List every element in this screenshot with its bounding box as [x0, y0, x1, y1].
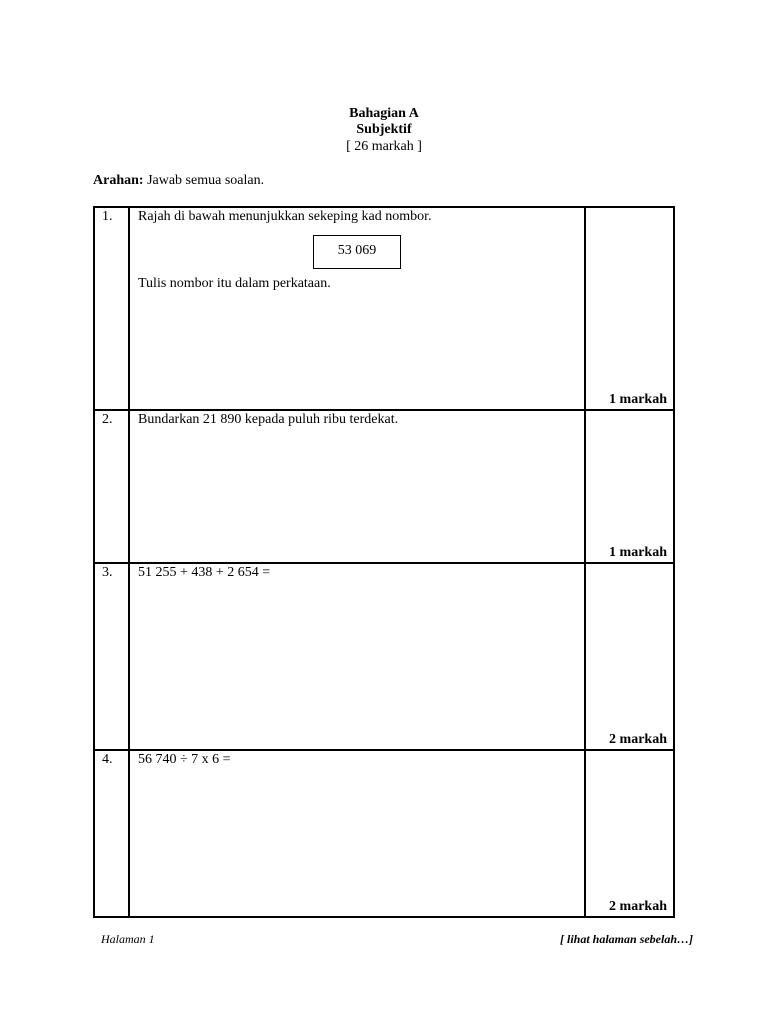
question-text: 51 255 + 438 + 2 654 =	[138, 565, 271, 580]
question-cell	[130, 751, 586, 916]
instruction-label: Arahan:	[93, 173, 144, 188]
question-number: 1.	[102, 209, 113, 224]
question-cell	[130, 564, 586, 749]
question-number-cell	[95, 751, 130, 916]
question-row-1	[95, 208, 673, 411]
question-cell	[130, 208, 586, 409]
instruction-text: Jawab semua soalan.	[143, 173, 265, 188]
total-marks: [ 26 markah ]	[346, 139, 422, 154]
question-number-cell	[95, 411, 130, 562]
question-table	[93, 206, 675, 918]
instruction	[93, 172, 264, 189]
page-number: Halaman 1	[101, 932, 155, 946]
question-row-3	[95, 564, 673, 751]
marks-label: 1 markah	[609, 392, 667, 407]
answer-cell	[586, 411, 673, 562]
question-number: 4.	[102, 752, 113, 767]
question-number: 2.	[102, 412, 113, 427]
marks-label: 2 markah	[609, 732, 667, 747]
question-number: 3.	[102, 565, 113, 580]
question-row-2	[95, 411, 673, 564]
question-text: Tulis nombor itu dalam perkataan.	[138, 276, 331, 291]
answer-cell	[586, 751, 673, 916]
section-title: Bahagian A	[349, 106, 419, 121]
question-number-cell	[95, 564, 130, 749]
number-card: 53 069	[313, 235, 401, 269]
answer-cell	[586, 208, 673, 409]
section-type: Subjektif	[356, 122, 412, 137]
question-cell	[130, 411, 586, 562]
next-page-note: [ lihat halaman sebelah…]	[560, 932, 694, 946]
question-number-cell	[95, 208, 130, 409]
question-text: Bundarkan 21 890 kepada puluh ribu terdekat.	[138, 412, 399, 427]
question-row-4	[95, 751, 673, 916]
answer-cell	[586, 564, 673, 749]
marks-label: 1 markah	[609, 545, 667, 560]
question-text: 56 740 ÷ 7 x 6 =	[138, 752, 231, 767]
question-text: Rajah di bawah menunjukkan sekeping kad nombor.	[138, 209, 432, 224]
marks-label: 2 markah	[609, 899, 667, 914]
